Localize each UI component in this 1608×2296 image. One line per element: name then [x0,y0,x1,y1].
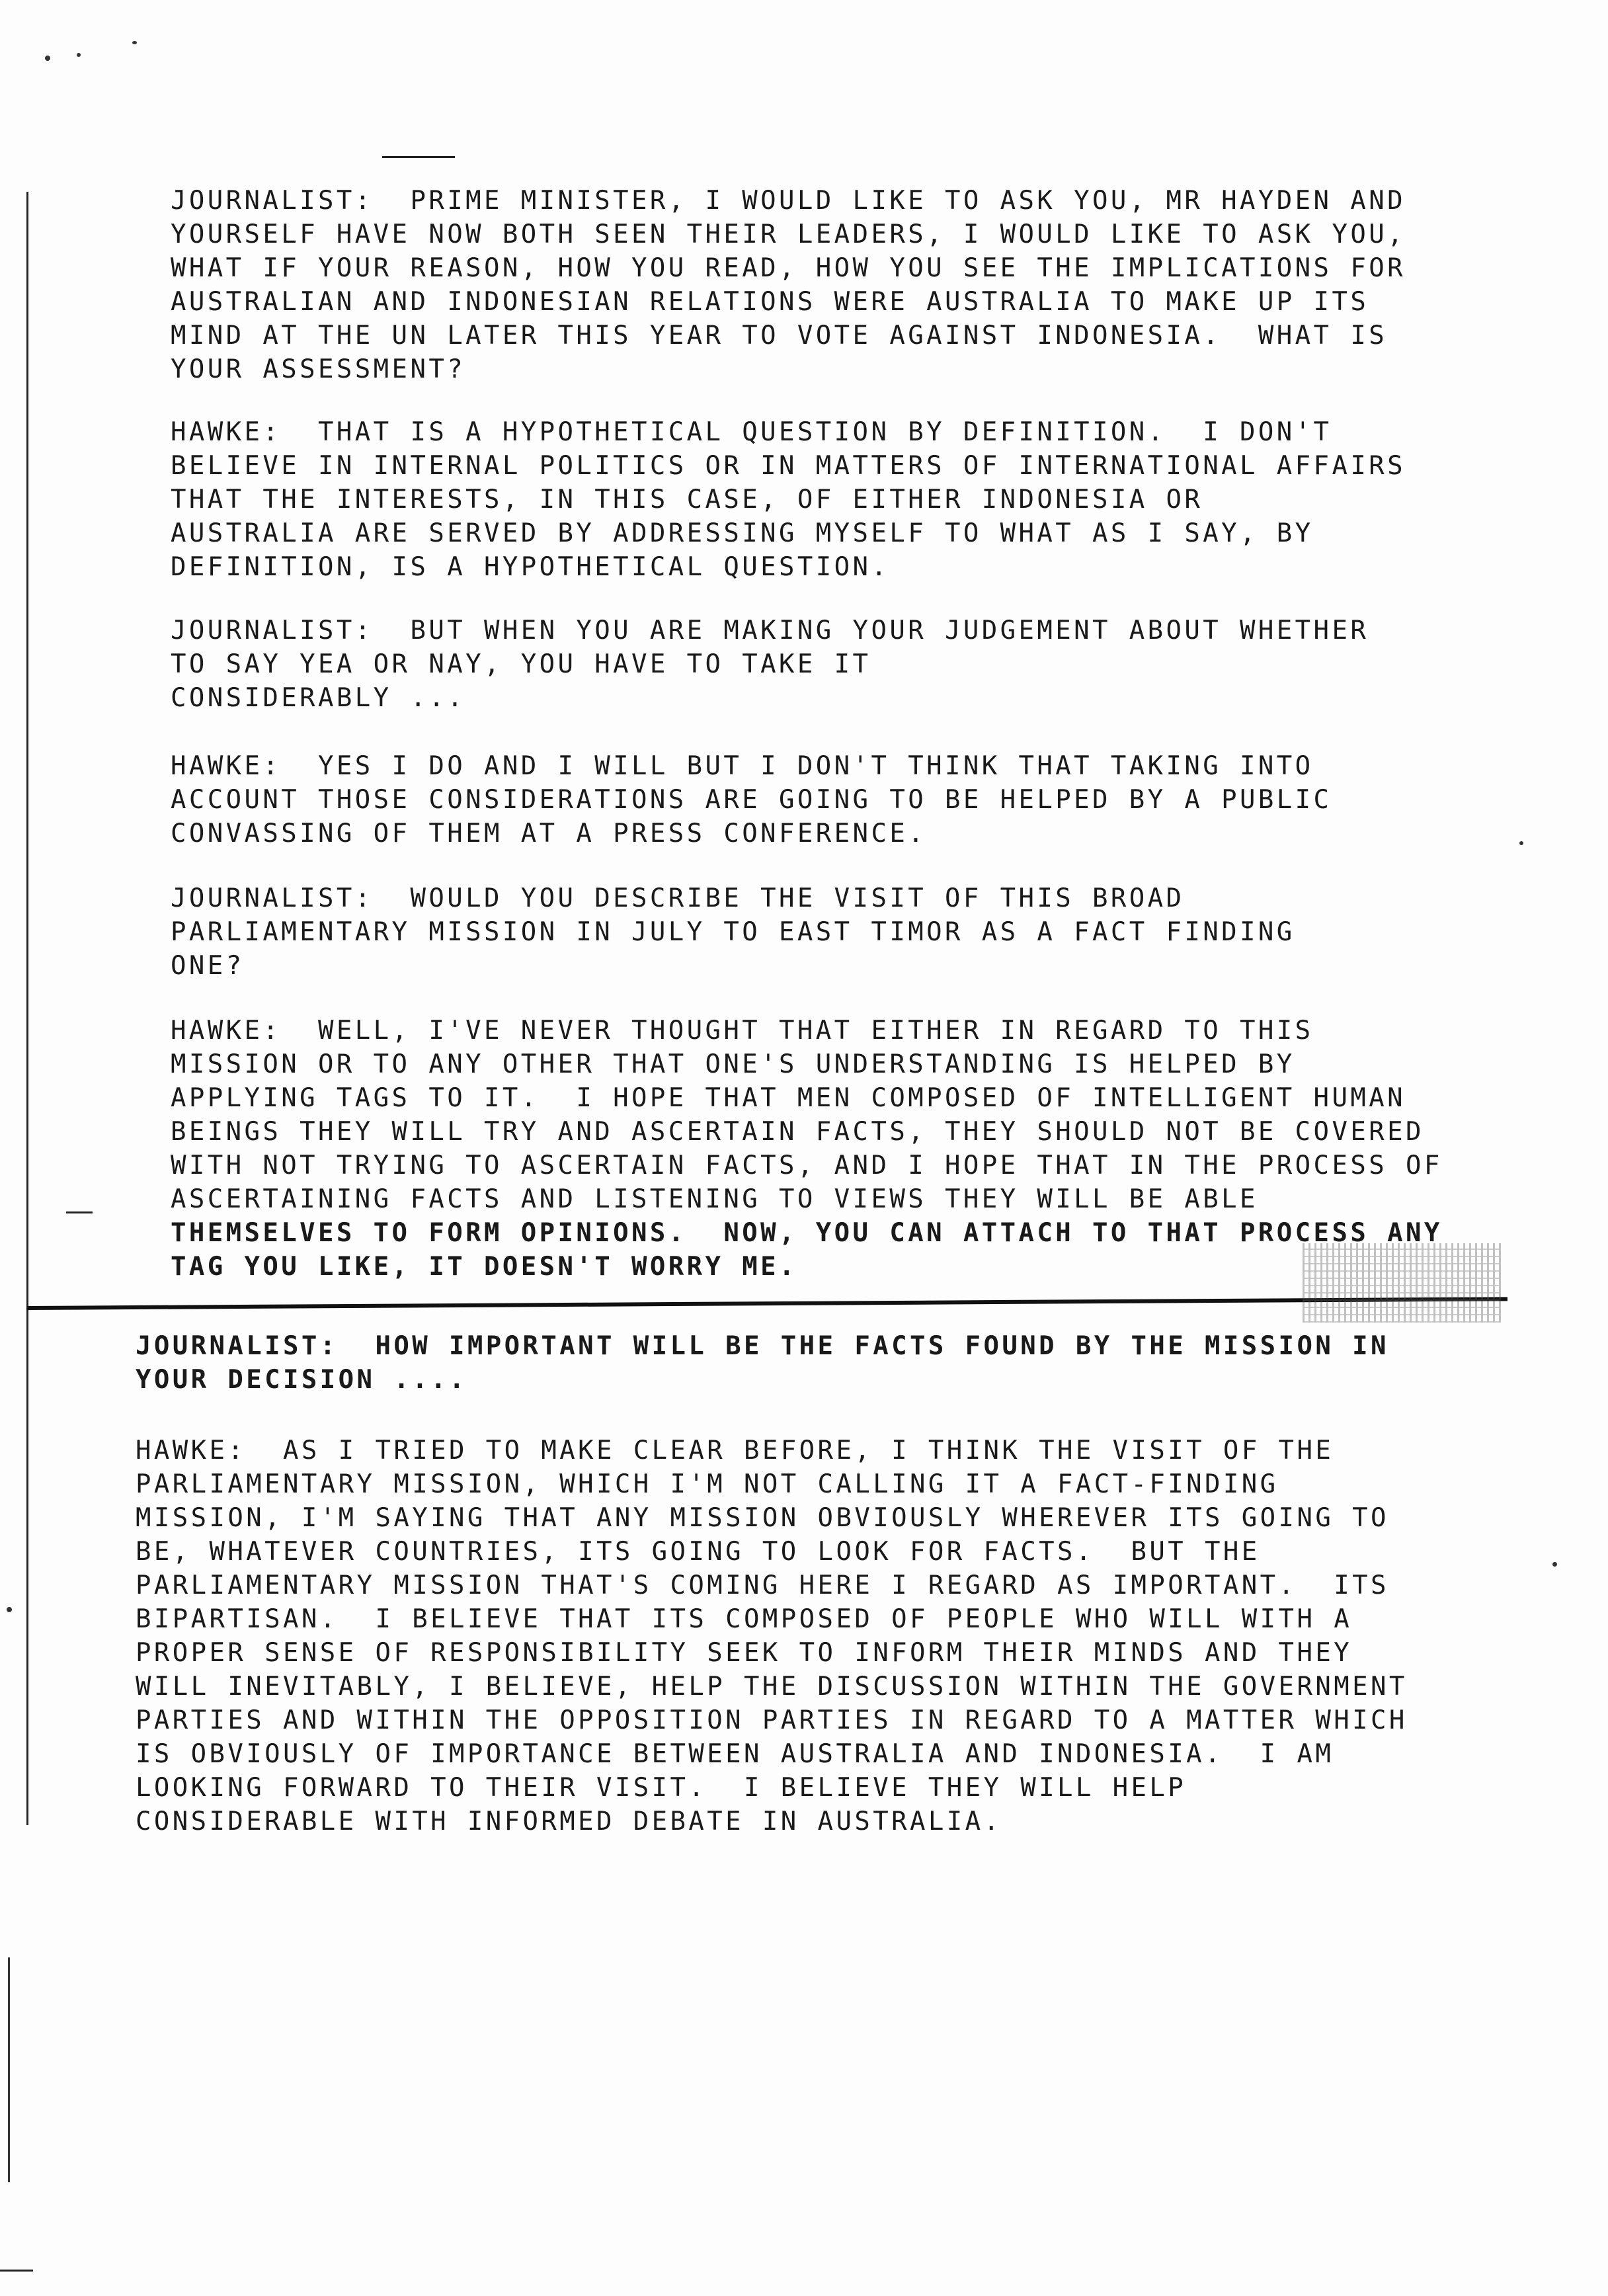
scan-speck [45,56,50,61]
scan-speck [1519,841,1523,845]
scan-speck [132,41,137,44]
scan-dash [0,2270,33,2272]
hawke-answer-1: HAWKE: THAT IS A HYPOTHETICAL QUESTION BY DEFINITION. I DON'T BELIEVE IN INTERNAL POLITICS OR IN MATTERS OF INTERNATIONAL AFFAIRS THAT THE INTERESTS, IN THIS CASE, OF EITHER INDONESIA OR AUSTRALIA ARE SERVED BY ADDRESSING MYSELF TO WHAT AS I SAY, BY DEFINITION, IS A HYPOTHETICAL QUESTION. [171,417,1406,582]
scan-smudge [1303,1243,1501,1323]
left-margin-rule-lower [8,1957,10,2182]
scan-dash [66,1211,93,1213]
hawke-answer-2: HAWKE: YES I DO AND I WILL BUT I DON'T THINK THAT TAKING INTO ACCOUNT THOSE CONSIDERATIONS ARE GOING TO BE HELPED BY A PUBLIC CONVASSING OF THEM AT A PRESS CONFERENCE. [171,751,1332,848]
journalist-question-1: JOURNALIST: PRIME MINISTER, I WOULD LIKE TO ASK YOU, MR HAYDEN AND YOURSELF HAVE NOW BOTH SEEN THEIR LEADERS, I WOULD LIKE TO ASK YOU, WHAT IF YOUR REASON, HOW YOU READ, HOW YOU SEE THE IMPLICATIONS FOR AUSTRALIAN AND INDONESIAN RELATIONS WERE AUSTRALIA TO MAKE UP ITS MIND AT THE UN LATER THIS YEAR TO VOTE AGAINST INDONESIA. WHAT IS YOUR ASSESSMENT? [171,186,1406,384]
journalist-question-2: JOURNALIST: BUT WHEN YOU ARE MAKING YOUR JUDGEMENT ABOUT WHETHER TO SAY YEA OR NAY, YOU HAVE TO TAKE IT CONSIDERABLY ... [171,616,1369,713]
left-margin-rule [26,192,28,1825]
scan-speck [77,53,81,57]
journalist-question-4: JOURNALIST: HOW IMPORTANT WILL BE THE FACTS FOUND BY THE MISSION IN YOUR DECISION .... [136,1331,1389,1395]
scan-speck [1552,1562,1557,1567]
hawke-answer-4: HAWKE: AS I TRIED TO MAKE CLEAR BEFORE, I THINK THE VISIT OF THE PARLIAMENTARY MISSION, WHICH I'M NOT CALLING IT A FACT-FINDING MISSION, I'M SAYING THAT ANY MISSION OBVIOUSLY WHEREVER ITS GOING TO BE, WHATEVER COUNTRIES, ITS GOING TO LOOK FOR FACTS. BUT THE PARLIAMENTARY MISSION THAT'S COMING HERE I REGARD AS IMPORTANT. ITS BIPARTISAN. I BELIEVE THAT ITS COMPOSED OF PEOPLE WHO WILL WITH A PROPER SENSE OF RESPONSIBILITY SEEK TO INFORM THEIR MINDS AND THEY WILL INEVITABLY, I BELIEVE, HELP THE DISCUSSION WITHIN THE GOVERNMENT PARTIES AND WITHIN THE OPPOSITION PARTIES IN REGARD TO A MATTER WHICH IS OBVIOUSLY OF IMPORTANCE BETWEEN AUSTRALIA AND INDONESIA. I AM LOOKING FORWARD TO THEIR VISIT. I BELIEVE THEY WILL HELP CONSIDERABLE WITH INFORMED DEBATE IN AUSTRALIA. [136,1436,1408,1836]
scan-dash [382,156,455,158]
section-divider [26,1297,1508,1310]
hawke-answer-3-bold: THEMSELVES TO FORM OPINIONS. NOW, YOU CAN ATTACH TO THAT PROCESS ANY TAG YOU LIKE, IT DOESN'T WORRY ME. [171,1218,1443,1282]
scan-speck [7,1607,12,1612]
hawke-answer-3: HAWKE: WELL, I'VE NEVER THOUGHT THAT EITHER IN REGARD TO THIS MISSION OR TO ANY OTHER THAT ONE'S UNDERSTANDING IS HELPED BY APPLYING TAGS TO IT. I HOPE THAT MEN COMPOSED OF INTELLIGENT HUMAN BEINGS THEY WILL TRY AND ASCERTAIN FACTS, THEY SHOULD NOT BE COVERED WITH NOT TRYING TO ASCERTAIN FACTS, AND I HOPE THAT IN THE PROCESS OF ASCERTAINING FACTS AND LISTENING TO VIEWS THEY WILL BE ABLE [171,1016,1443,1214]
journalist-question-3: JOURNALIST: WOULD YOU DESCRIBE THE VISIT OF THIS BROAD PARLIAMENTARY MISSION IN JULY TO EAST TIMOR AS A FACT FINDING ONE? [171,883,1295,981]
